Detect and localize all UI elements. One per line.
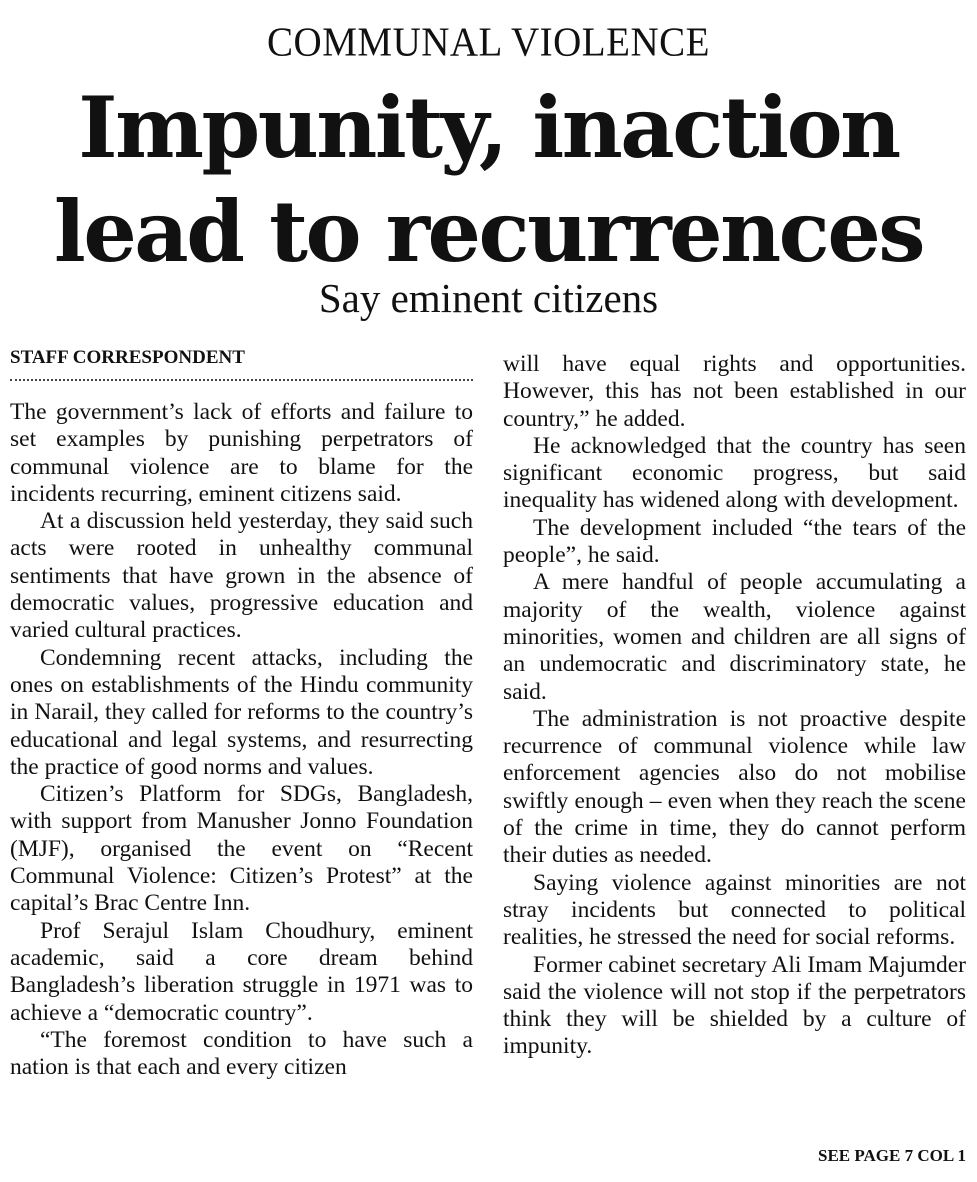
paragraph: Saying violence against minorities are not stray incidents but connected to political realities, he stressed the need for social reforms. (503, 869, 966, 951)
headline-line-1: Impunity, inaction (78, 78, 899, 177)
paragraph: The government’s lack of efforts and failure to set examples by punishing perpetrators of communal violence are to blame for the incidents recurring, eminent citizens said. (10, 399, 473, 507)
article-column-right (503, 351, 966, 1061)
article-column-left (10, 399, 473, 1081)
paragraph: Prof Serajul Islam Choudhury, eminent academic, said a core dream behind Bangladesh’s liberation struggle in 1971 was to achieve a “democratic country”. (10, 917, 473, 1026)
subheadline: Say eminent citizens (318, 275, 659, 321)
paragraph: Condemning recent attacks, including the ones on establishments of the Hindu community in Narail, they called for reforms to the country’s educational and legal systems, and resurrecting the practice of good norms and values. (10, 644, 473, 780)
continuation-jump-line: SEE PAGE 7 COL 1 (818, 1146, 966, 1165)
paragraph: will have equal rights and opportunities. However, this has not been established in our country,” he added. (503, 351, 966, 432)
paragraph: The development included “the tears of the people”, he said. (503, 514, 966, 569)
paragraph: “The foremost condition to have such a nation is that each and every citizen (10, 1026, 473, 1081)
paragraph: Former cabinet secretary Ali Imam Majumder said the violence will not stop if the perpetrators think they will be shielded by a culture of impunity. (503, 951, 966, 1060)
section-kicker: COMMUNAL VIOLENCE (267, 19, 710, 66)
paragraph: At a discussion held yesterday, they said such acts were rooted in unhealthy communal sentiments that have grown in the absence of democratic values, progressive education and varied cultural practices. (10, 508, 473, 644)
headline-line-2: lead to recurrences (53, 182, 924, 281)
headline (0, 76, 977, 284)
byline: STAFF CORRESPONDENT (10, 345, 473, 381)
paragraph: A mere handful of people accumulating a majority of the wealth, violence against minorities, women and children are all signs of an undemocratic and discriminatory state, he said. (503, 569, 966, 705)
paragraph: He acknowledged that the country has seen significant economic progress, but said inequality has widened along with development. (503, 432, 966, 514)
paragraph: Citizen’s Platform for SDGs, Bangladesh, with support from Manusher Jonno Foundation (MJF), organised the event on “Recent Communal Violence: Citizen’s Protest” at the capital’s Brac Centre Inn. (10, 781, 473, 917)
paragraph: The administration is not proactive despite recurrence of communal violence while law enforcement agencies also do not mobilise swiftly enough – even when they reach the scene of the crime in time, they do cannot perform their duties as needed. (503, 705, 966, 869)
